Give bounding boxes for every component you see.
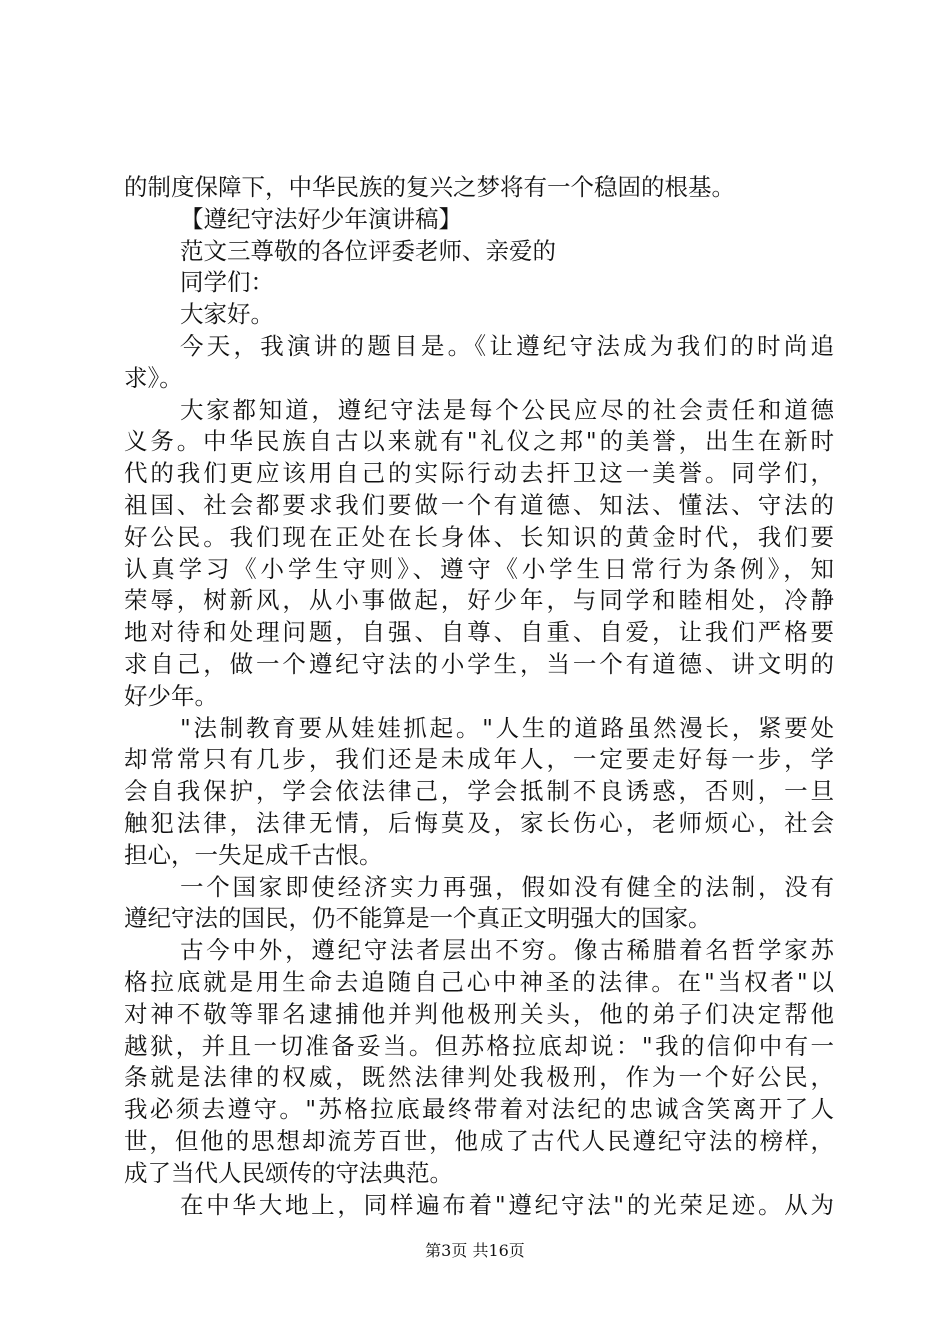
text-line: 认真学习《小学生守则》、遵守《小学生日常行为条例》，知 xyxy=(124,554,834,583)
text-line: 触犯法律，法律无情，后悔莫及，家长伤心，老师烦心，社会 xyxy=(124,808,834,837)
body-text xyxy=(124,172,834,1221)
text-line: 荣辱，树新风，从小事做起，好少年，与同学和睦相处，冷静 xyxy=(124,586,834,615)
text-line: 在中华大地上，同样遍布着"遵纪守法"的光荣足迹。从为 xyxy=(180,1190,834,1219)
text-line: 会自我保护，学会依法律己，学会抵制不良诱惑，否则，一旦 xyxy=(124,777,834,806)
text-line: 条就是法律的权威，既然法律判处我极刑，作为一个好公民， xyxy=(124,1063,834,1092)
text-line: 成了当代人民颂传的守法典范。 xyxy=(124,1158,453,1187)
text-line: 义务。中华民族自古以来就有"礼仪之邦"的美誉，出生在新时 xyxy=(124,427,834,456)
text-line: 求》。 xyxy=(124,363,183,392)
text-line: 的制度保障下，中华民族的复兴之梦将有一个稳固的根基。 xyxy=(124,173,735,201)
text-line: 好少年。 xyxy=(124,681,218,710)
text-line: 对神不敬等罪名逮捕他并判他极刑关头，他的弟子们决定帮他 xyxy=(124,999,834,1028)
text-line: 担心，一失足成千古恨。 xyxy=(124,840,383,869)
text-line: 好公民。我们现在正处在长身体、长知识的黄金时代，我们要 xyxy=(124,522,834,551)
text-line: 却常常只有几步，我们还是未成年人，一定要走好每一步，学 xyxy=(124,745,834,774)
text-line: 地对待和处理问题，自强、自尊、自重、自爱，让我们严格要 xyxy=(124,618,834,647)
text-line: 遵纪守法的国民，仍不能算是一个真正文明强大的国家。 xyxy=(124,904,712,933)
text-line: 同学们： xyxy=(180,268,274,297)
text-line: 祖国、社会都要求我们要做一个有道德、知法、懂法、守法的 xyxy=(124,490,834,519)
text-line: 格拉底就是用生命去追随自己心中神圣的法律。在"当权者"以 xyxy=(124,967,834,996)
section-heading: 【遵纪守法好少年演讲稿】 xyxy=(180,204,462,233)
text-line: 世，但他的思想却流芳百世，他成了古代人民遵纪守法的榜样， xyxy=(124,1126,834,1155)
text-line: 一个国家即使经济实力再强，假如没有健全的法制，没有 xyxy=(180,872,834,901)
text-line: 大家好。 xyxy=(180,300,274,329)
text-line: 范文三尊敬的各位评委老师、亲爱的 xyxy=(180,236,556,265)
text-line: 代的我们更应该用自己的实际行动去扞卫这一美誉。同学们， xyxy=(124,459,834,488)
text-line: 今天，我演讲的题目是。《让遵纪守法成为我们的时尚追 xyxy=(180,331,834,360)
text-line: "法制教育要从娃娃抓起。"人生的道路虽然漫长，紧要处 xyxy=(180,713,834,742)
text-line: 求自己，做一个遵纪守法的小学生，当一个有道德、讲文明的 xyxy=(124,649,834,678)
page-number-footer: 第3页 共16页 xyxy=(425,1241,525,1260)
text-line: 越狱，并且一切准备妥当。但苏格拉底却说："我的信仰中有一 xyxy=(124,1031,834,1060)
text-line: 我必须去遵守。"苏格拉底最终带着对法纪的忠诚含笑离开了人 xyxy=(124,1095,834,1124)
text-line: 古今中外，遵纪守法者层出不穷。像古稀腊着名哲学家苏 xyxy=(180,936,834,965)
text-line: 大家都知道，遵纪守法是每个公民应尽的社会责任和道德 xyxy=(180,395,834,424)
